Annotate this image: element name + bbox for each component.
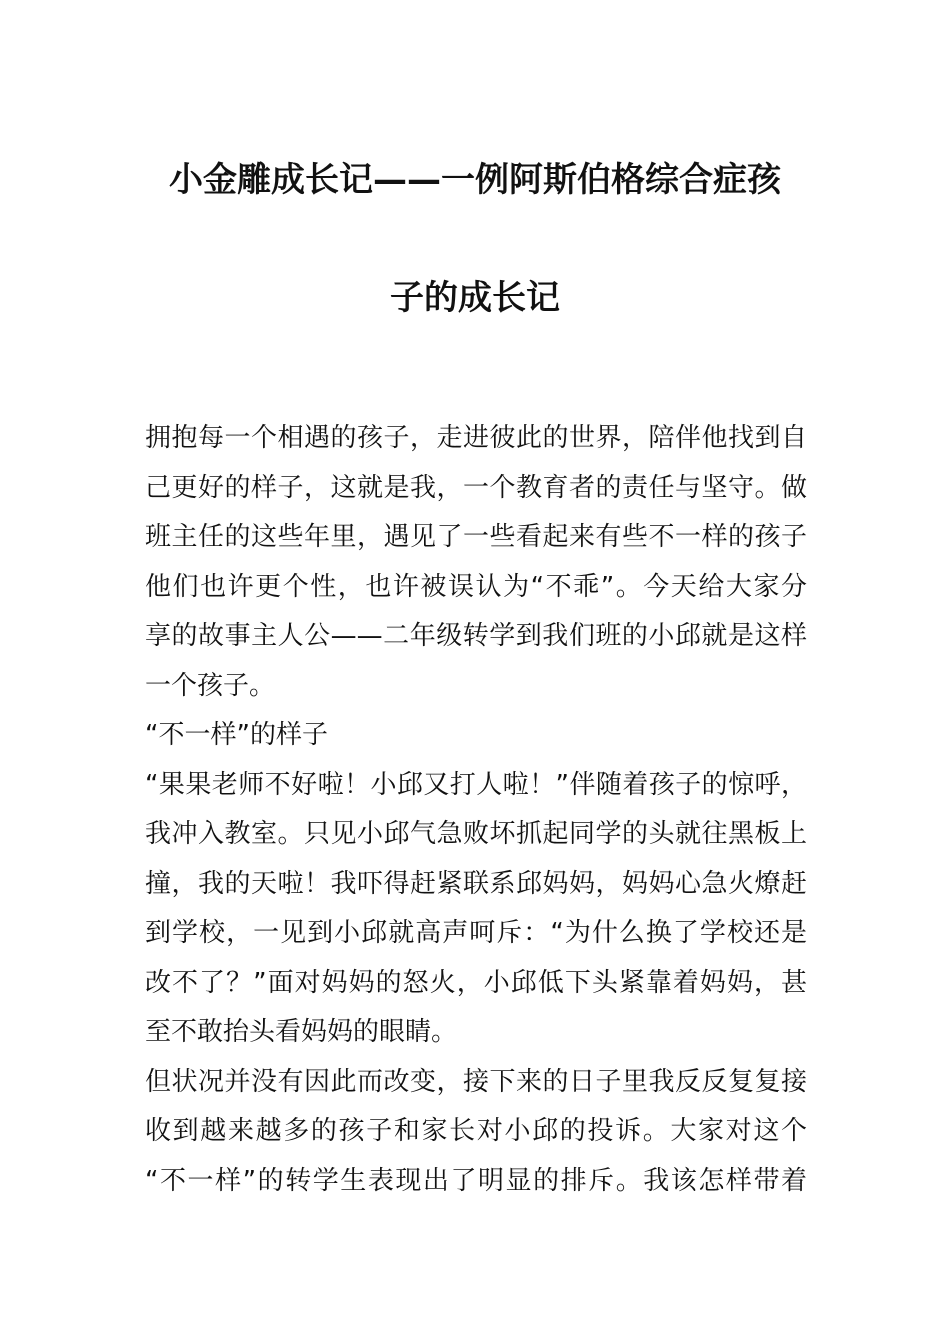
body-line: 改不了？”面对妈妈的怒火，小邱低下头紧靠着妈妈，甚 bbox=[145, 967, 807, 998]
body-line: 己更好的样子，这就是我，一个教育者的责任与坚守。做 bbox=[145, 472, 807, 503]
body-line: 他们也许更个性，也许被误认为“不乖”。今天给大家分 bbox=[145, 571, 807, 602]
body-line: 一个孩子。 bbox=[145, 670, 276, 701]
body-line: 拥抱每一个相遇的孩子，走进彼此的世界，陪伴他找到自 bbox=[145, 423, 807, 453]
document-title-line-2: 子的成长记 bbox=[390, 278, 560, 318]
body-line: 收到越来越多的孩子和家长对小邱的投诉。大家对这个 bbox=[145, 1116, 807, 1146]
body-line: 到学校，一见到小邱就高声呵斥：“为什么换了学校还是 bbox=[145, 918, 807, 948]
document-title-line-1: 小金雕成长记——一例阿斯伯格综合症孩 bbox=[169, 160, 781, 200]
section-heading: “不一样”的样子 bbox=[145, 720, 328, 750]
body-line: 至不敢抬头看妈妈的眼睛。 bbox=[145, 1017, 458, 1047]
body-line: “果果老师不好啦！小邱又打人啦！”伴随着孩子的惊呼， bbox=[145, 769, 807, 800]
document-body bbox=[145, 414, 807, 1206]
body-line: 我冲入教室。只见小邱气急败坏抓起同学的头就往黑板上 bbox=[145, 819, 807, 849]
body-line: 撞，我的天啦！我吓得赶紧联系邱妈妈，妈妈心急火燎赶 bbox=[145, 868, 807, 899]
body-line: “不一样”的转学生表现出了明显的排斥。我该怎样带着 bbox=[145, 1165, 807, 1196]
body-line: 班主任的这些年里，遇见了一些看起来有些不一样的孩子 bbox=[145, 522, 807, 552]
body-line: 但状况并没有因此而改变，接下来的日子里我反反复复接 bbox=[145, 1066, 807, 1097]
body-line: 享的故事主人公——二年级转学到我们班的小邱就是这样 bbox=[145, 621, 807, 651]
